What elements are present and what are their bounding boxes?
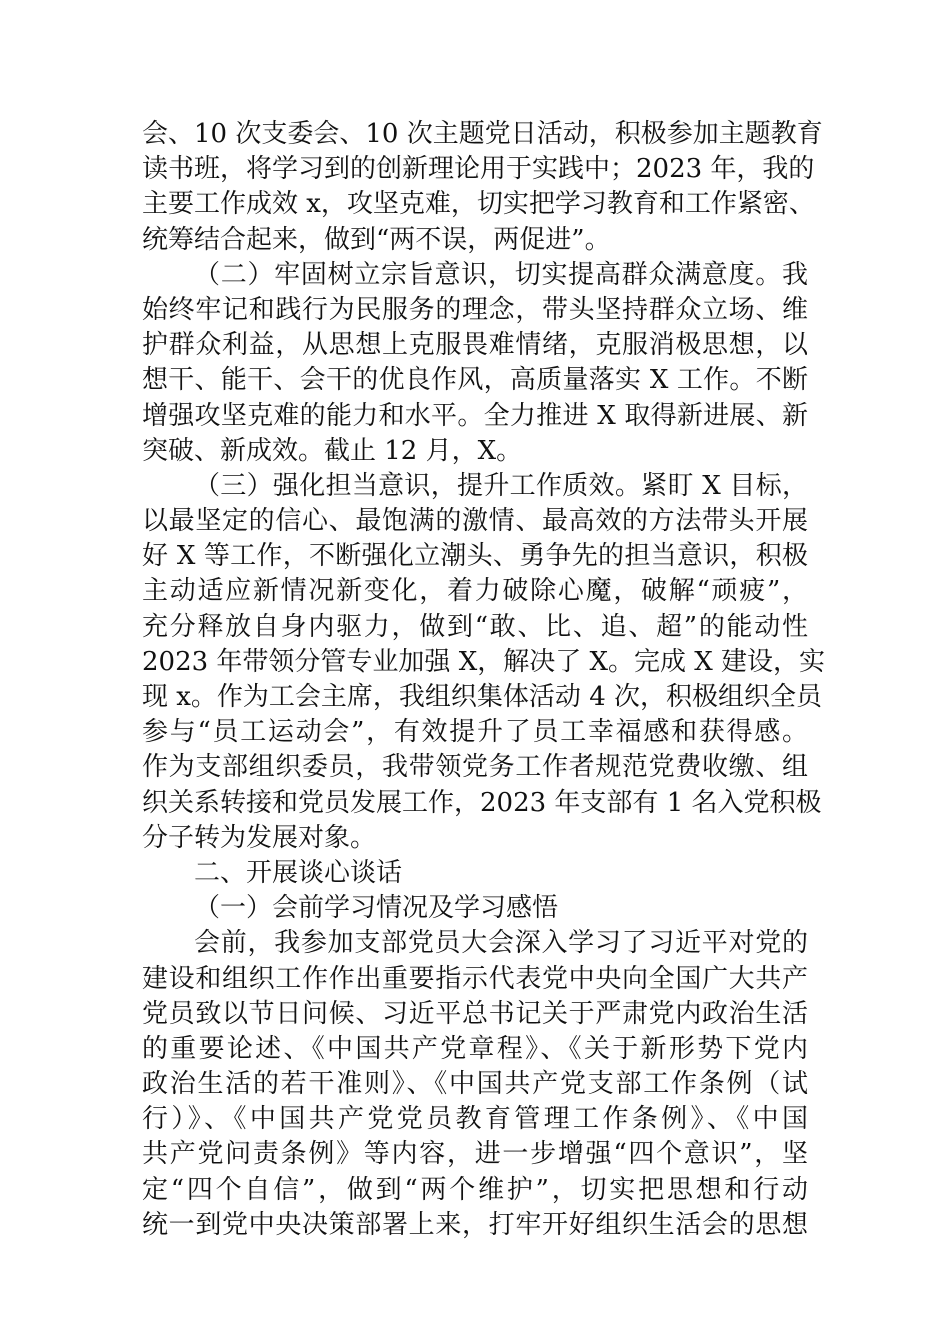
- text-line: 护群众利益，从思想上克服畏难情绪，克服消极思想，以: [142, 330, 808, 361]
- text-line: 现 x。作为工会主席，我组织集体活动 4 次，积极组织全员: [142, 682, 822, 712]
- text-line: 分子转为发展对象。: [142, 822, 377, 853]
- text-line: 统筹结合起来，做到“两不误，两促进”。: [142, 224, 611, 255]
- text-line: 党员致以节日问候、习近平总书记关于严肃党内政治生活: [142, 998, 808, 1029]
- text-line: 定“四个自信”，做到“两个维护”，切实把思想和行动: [142, 1174, 808, 1205]
- subsection-heading: （一）会前学习情况及学习感悟: [194, 893, 559, 924]
- text-line: 想干、能干、会干的优良作风，高质量落实 X 工作。不断: [142, 365, 808, 396]
- text-line: 充分释放自身内驱力，做到“敢、比、追、超”的能动性: [142, 611, 808, 642]
- section-heading: （三）强化担当意识，提升工作质效。紧盯 X 目标，: [194, 470, 808, 501]
- text-line: 统一到党中央决策部署上来，打牢开好组织生活会的思想: [142, 1209, 808, 1240]
- text-line: 好 X 等工作，不断强化立潮头、勇争先的担当意识，积极: [142, 541, 808, 572]
- text-line: 会前，我参加支部党员大会深入学习了习近平对党的: [194, 928, 808, 959]
- section-heading: 二、开展谈心谈话: [194, 857, 403, 888]
- document-body: [142, 117, 826, 1243]
- text-line: 主要工作成效 x，攻坚克难，切实把学习教育和工作紧密、: [142, 189, 815, 220]
- text-line: 主动适应新情况新变化，着力破除心魔，破解“顽疲”，: [142, 576, 808, 607]
- text-line: 建设和组织工作作出重要指示代表党中央向全国广大共产: [142, 963, 808, 994]
- text-line: 突破、新成效。截止 12 月，X。: [142, 435, 523, 466]
- text-line: 增强攻坚克难的能力和水平。全力推进 X 取得新进展、新: [142, 400, 808, 431]
- text-line: 的重要论述、《中国共产党章程》、《关于新形势下党内: [142, 1033, 808, 1064]
- text-line: 共产党问责条例》等内容，进一步增强“四个意识”，坚: [142, 1139, 808, 1170]
- text-line: 2023 年带领分管专业加强 X，解决了 X。完成 X 建设，实: [142, 646, 826, 677]
- text-line: 织关系转接和党员发展工作，2023 年支部有 1 名入党积极: [142, 787, 822, 818]
- text-line: 始终牢记和践行为民服务的理念，带头坚持群众立场、维: [142, 294, 808, 325]
- text-line: 作为支部组织委员，我带领党务工作者规范党费收缴、组: [142, 752, 808, 783]
- text-line: 以最坚定的信心、最饱满的激情、最高效的方法带头开展: [142, 506, 808, 537]
- text-line: 政治生活的若干准则》、《中国共产党支部工作条例（试: [142, 1069, 808, 1100]
- section-heading: （二）牢固树立宗旨意识，切实提高群众满意度。我: [194, 259, 808, 290]
- text-line: 会、10 次支委会、10 次主题党日活动，积极参加主题教育: [142, 119, 823, 149]
- text-line: 行）》、《中国共产党党员教育管理工作条例》、《中国: [142, 1104, 808, 1135]
- text-line: 读书班，将学习到的创新理论用于实践中；2023 年，我的: [142, 154, 815, 185]
- text-line: 参与“员工运动会”，有效提升了员工幸福感和获得感。: [142, 717, 808, 748]
